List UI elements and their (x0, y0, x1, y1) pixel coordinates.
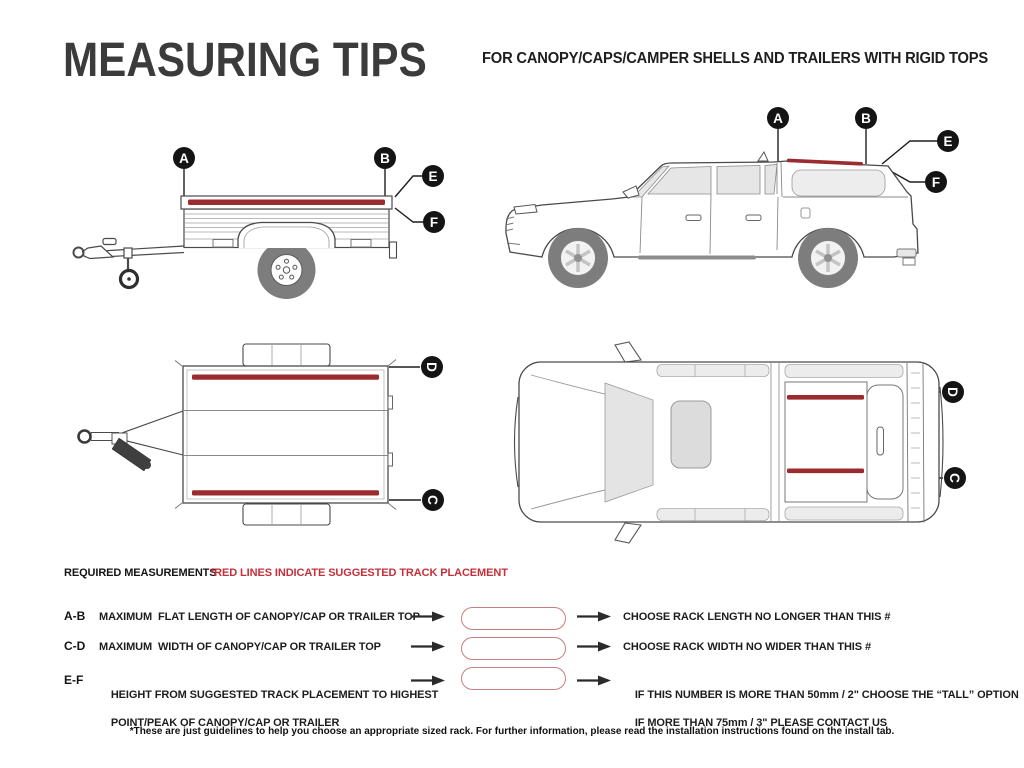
marker-e (937, 130, 959, 152)
trailer-box-top (183, 366, 388, 503)
latch (351, 240, 371, 248)
marker-e (422, 165, 444, 187)
taillight (390, 242, 397, 258)
door-handle (746, 215, 761, 221)
row-ef-key: E-F (64, 673, 84, 687)
trailer-fender (238, 223, 335, 249)
marker-f (423, 211, 445, 233)
hinge (388, 453, 393, 466)
marker-a (173, 147, 195, 169)
row-ef-result-line2: IF MORE THAN 75mm / 3" PLEASE CONTACT US (634, 717, 888, 729)
rear-bumper (940, 387, 943, 497)
svg-text:A: A (179, 150, 189, 166)
row-cd-result: CHOOSE RACK WIDTH NO WIDER THAN THIS # (623, 641, 871, 653)
marker-c (422, 489, 444, 511)
tow-hitch (903, 258, 915, 265)
arrow-icon (577, 611, 611, 622)
side-mirror (615, 523, 641, 543)
red-track-line (787, 395, 864, 400)
door-handle (686, 215, 701, 221)
measurement-box-ef (461, 667, 566, 690)
arrow-icon (411, 641, 445, 652)
trailer-side-view-diagram (55, 110, 475, 325)
arrow-icon (411, 611, 445, 622)
measurement-box-cd (461, 637, 566, 660)
red-track-line (188, 200, 385, 206)
svg-text:E: E (428, 168, 438, 184)
row-ef-desc-line2: POINT/PEAK OF CANOPY/CAP OR TRAILER (110, 717, 340, 729)
required-measurements-label: REQUIRED MEASUREMENTS (64, 567, 217, 579)
marker-a (767, 107, 789, 129)
truck-side-view-diagram (490, 100, 1010, 315)
svg-text:B: B (380, 150, 390, 166)
arrow-icon (411, 675, 445, 686)
red-lines-note: *RED LINES INDICATE SUGGESTED TRACK PLACEMENT (210, 567, 508, 579)
marker-b (855, 107, 877, 129)
row-ef-result-line1: IF THIS NUMBER IS MORE THAN 50mm / 2" CHOOSE THE “TALL” OPTION (634, 689, 1019, 701)
svg-text:F: F (429, 214, 439, 230)
windshield (605, 383, 653, 502)
arrow-icon (577, 641, 611, 652)
marker-f (925, 171, 947, 193)
arrow-icon (577, 675, 611, 686)
marker-c (944, 467, 966, 489)
rear-handle (877, 427, 884, 455)
running-board (638, 256, 756, 260)
row-ab-desc: MAXIMUM FLAT LENGTH OF CANOPY/CAP OR TRAILER TOP (99, 611, 420, 623)
truck-wheel-rear (798, 228, 858, 288)
canopy-rear-window (867, 385, 903, 499)
marker-b (374, 147, 396, 169)
marker-d (421, 356, 443, 378)
leader-lines (389, 367, 421, 500)
row-ab-result: CHOOSE RACK LENGTH NO LONGER THAN THIS # (623, 611, 891, 623)
red-track-line (787, 469, 864, 474)
antenna-fin (758, 152, 768, 161)
latch (213, 240, 233, 248)
handbrake-lever (112, 438, 151, 471)
front-bumper (515, 397, 519, 487)
svg-text:B: B (861, 110, 871, 126)
page-subtitle: FOR CANOPY/CAPS/CAMPER SHELLS AND TRAILERS WITH RIGID TOPS (482, 50, 989, 67)
hinge (388, 396, 393, 409)
sunroof (671, 401, 711, 468)
svg-text:E: E (943, 133, 953, 149)
svg-text:A: A (773, 110, 783, 126)
truck-wheel-front (548, 228, 608, 288)
svg-text:D: D (945, 387, 961, 397)
red-track-line (192, 375, 379, 380)
svg-text:D: D (424, 362, 440, 372)
guidelines-footnote: *These are just guidelines to help you choose an appropriate sized rack. For further information, please read the installation instructions found on the install tab. (129, 726, 895, 737)
measurement-box-ab (461, 607, 566, 630)
svg-text:F: F (931, 174, 941, 190)
row-cd-desc: MAXIMUM WIDTH OF CANOPY/CAP OR TRAILER TOP (99, 641, 381, 653)
truck-top-view-diagram (505, 335, 975, 550)
headlight (514, 205, 537, 215)
trailer-drawbar (74, 239, 185, 288)
trailer-wheel (258, 241, 316, 299)
bed-area (785, 382, 867, 502)
row-cd-key: C-D (64, 639, 86, 653)
row-ef-desc-line1: HEIGHT FROM SUGGESTED TRACK PLACEMENT TO HIGHEST (110, 689, 439, 701)
svg-text:C: C (425, 495, 441, 505)
svg-text:C: C (947, 473, 963, 483)
side-mirror (615, 342, 641, 362)
row-ab-key: A-B (64, 609, 86, 623)
red-track-line (192, 490, 379, 495)
trailer-top-view-diagram (55, 335, 475, 550)
marker-d (942, 381, 964, 403)
page-title: MEASURING TIPS (63, 34, 427, 87)
rear-bumper (897, 249, 916, 257)
